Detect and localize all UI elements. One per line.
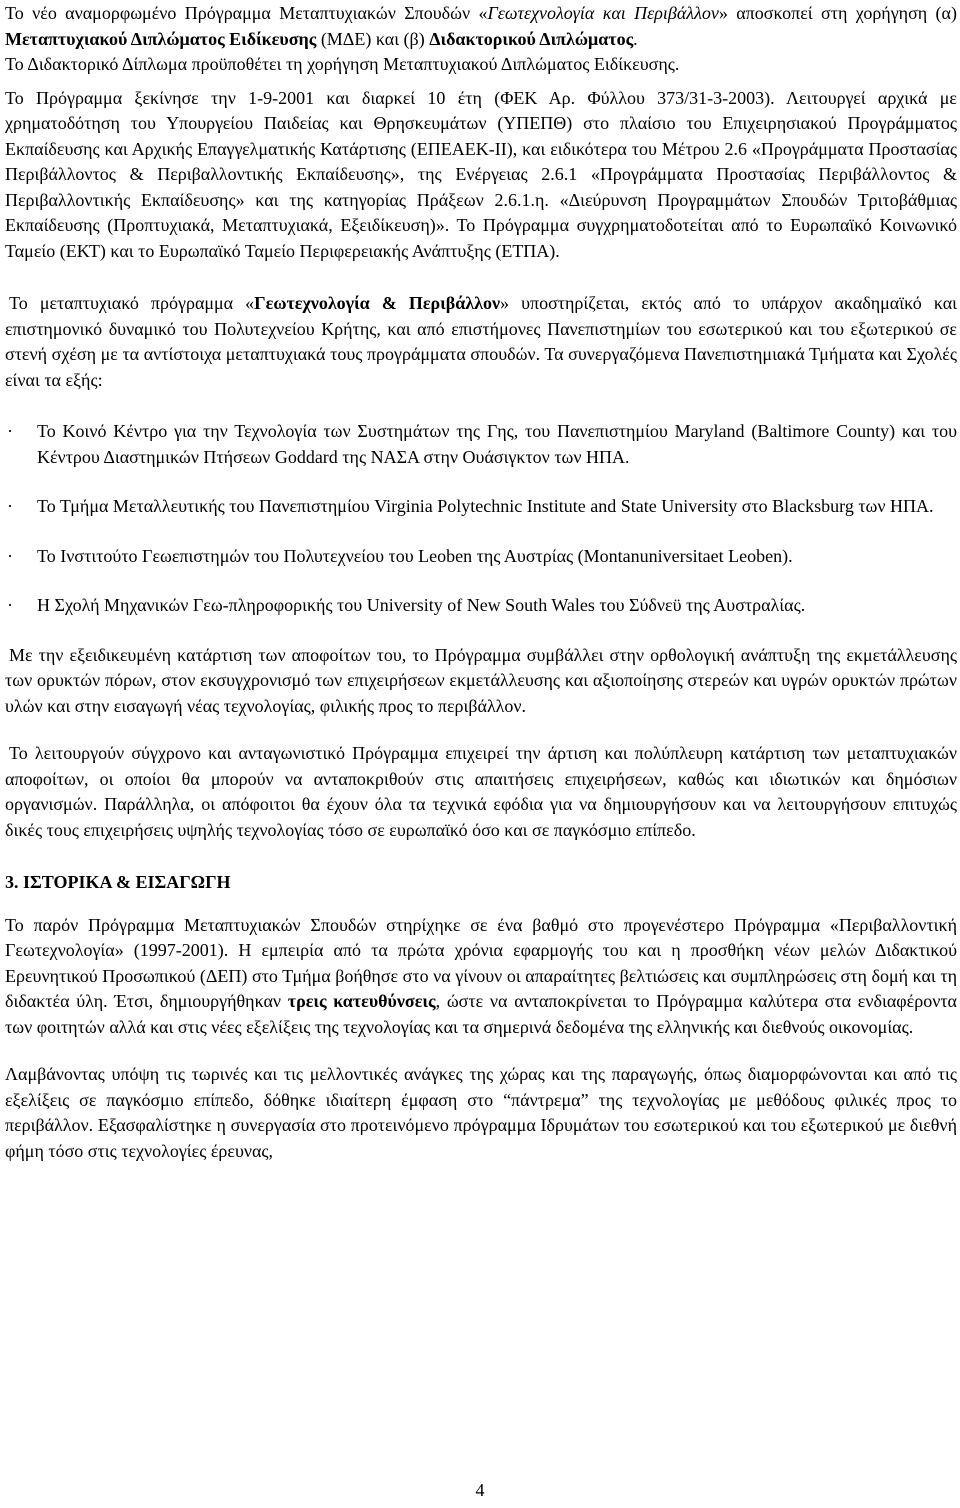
doctoral-degree-bold: Διδακτορικού Διπλώματος (429, 28, 634, 49)
program-title-italic: Γεωτεχνολογία και Περιβάλλον (487, 3, 719, 23)
future-needs-paragraph: Λαμβάνοντας υπόψη τις τωρινές και τις μελλοντικές ανάγκες της χώρας και της παραγωγής, όπως διαμορφώνονται και από τις εξελίξεις σε παγκόσμιο επίπεδο, δόθηκε ιδιαίτερη έμφαση στο “πάντρεμα” της τεχνολογίας με μεθόδους φιλικές προς το περιβάλλον. Εξασφαλίστηκε η συνεργασία στο προτεινόμενο πρόγραμμα Ιδρυμάτων του εσωτερικού και του εξωτερικού με διεθνή φήμη τόσο στις τεχνολογίες έρευνας, (5, 1064, 957, 1161)
section-heading: 3. ΙΣΤΟΡΙΚΑ & ΕΙΣΑΓΩΓΗ (5, 872, 231, 892)
bullet-marker: · (7, 595, 13, 615)
page-number: 4 (475, 1480, 485, 1500)
partner-institutions-list (5, 419, 957, 619)
doctoral-prerequisite-line: Το Διδακτορικό Δίπλωμα προϋποθέτει τη χορήγηση Μεταπτυχιακού Διπλώματος Ειδίκευσης. (5, 54, 680, 74)
program-name-bold: Γεωτεχνολογία & Περιβάλλον (254, 293, 500, 313)
history-paragraph: Το παρόν Πρόγραμμα Μεταπτυχιακών Σπουδών στηρίχηκε σε ένα βαθμό στο προγενέστερο Πρόγραμμα «Περιβαλλοντική Γεωτεχνολογία» (1997-2001). Η εμπειρία από τα πρώτα χρόνια εφαρμογής του και η προσθήκη νέων μελών Διδακτικού Ερευνητικού Προσωπικού (ΔΕΠ) στο Τμήμα βοήθησε στο να γίνουν οι απαραίτητες βελτιώσεις και συμπληρώσεις στη δομή και τη διδακτέα ύλη. Έτσι, δημιουργήθηκαν τρεις κατευθύνσεις, ώστε να ανταποκρίνεται το Πρόγραμμα καλύτερα στα ενδιαφέροντα των φοιτητών αλλά και στις νέες εξελίξεις της τεχνολογίας και τα σημερινά δεδομένα της ελληνικής και διεθνούς οικονομίας. (5, 914, 957, 1037)
list-item: · Το Κοινό Κέντρο για την Τεχνολογία των Συστημάτων της Γης, του Πανεπιστημίου Maryland (Baltimore County) και του Κέντρου Διαστημικών Πτήσεων Goddard της ΝΑΣΑ στην Ουάσιγκτον των ΗΠΑ. (7, 421, 957, 467)
list-item: · Η Σχολή Μηχανικών Γεω-πληροφορικής του University of New South Wales του Σύδνεϋ της Αυστραλίας. (5, 593, 957, 619)
competitiveness-paragraph: Το λειτουργούν σύγχρονο και ανταγωνιστικό Πρόγραμμα επιχειρεί την άρτιση και πολύπλευρη κατάρτιση των μεταπτυχιακών αποφοίτων, οι οποίοι θα μπορούν να ανταποκριθούν στις απαιτήσεις επιχειρήσεων, καθώς και ιδιωτικών και δημόσιων οργανισμών. Παράλληλα, οι απόφοιτοι θα έχουν όλα τα τεχνικά εφόδια για να δημιουργήσουν και να λειτουργήσουν επιτυχώς δικές τους επιχειρήσεις υψηλής τεχνολογίας τόσο σε ευρωπαϊκό όσο και σε παγκόσμιο επίπεδο. (5, 743, 957, 840)
partners-intro-paragraph: Το μεταπτυχιακό πρόγραμμα «Γεωτεχνολογία & Περιβάλλον» υποστηρίζεται, εκτός από το υπάρχον ακαδημαϊκό και επιστημονικό δυναμικό του Πολυτεχνείου Κρήτης, και από επιστήμονες Πανεπιστημίων του εσωτερικού και του εξωτερικού σε στενή σχέση με τα αντίστοιχα μεταπτυχιακά τους προγράμματα σπουδών. Τα συνεργαζόμενα Πανεπιστημιακά Τμήματα και Σχολές είναι τα εξής: (5, 293, 957, 390)
bullet-marker: · (7, 545, 13, 566)
document-page (5, 1, 957, 1164)
bullet-marker: · (7, 496, 13, 516)
three-directions-bold: τρεις κατευθύνσεις (287, 991, 436, 1011)
intro-paragraph: Το νέο αναμορφωμένο Πρόγραμμα Μεταπτυχιακών Σπουδών «Γεωτεχνολογία και Περιβάλλον» αποσκοπεί στη χορήγηση (α) Μεταπτυχιακού Διπλώματος Ειδίκευσης (ΜΔΕ) και (β) Διδακτορικού Διπλώματος. Το Διδακτορικό Δίπλωμα προϋποθέτει τη χορήγηση Μεταπτυχιακού Διπλώματος Ειδίκευσης. (5, 3, 957, 74)
bullet-marker: · (7, 421, 13, 441)
list-item: · Το Ινστιτούτο Γεωεπιστημών του Πολυτεχνείου του Leoben της Αυστρίας (Montanuniversitaet Leoben). (5, 544, 957, 570)
masters-degree-bold: Μεταπτυχιακού Διπλώματος Ειδίκευσης (5, 28, 317, 49)
program-funding-paragraph: Το Πρόγραμμα ξεκίνησε την 1-9-2001 και διαρκεί 10 έτη (ΦΕΚ Αρ. Φύλλου 373/31-3-2003). Λειτουργεί αρχικά με χρηματοδότηση του Υπουργείου Παιδείας και Θρησκευμάτων (ΥΠΕΠΘ) στο πλαίσιο του Επιχειρησιακού Προγράμματος Εκπαίδευσης και Αρχικής Επαγγελματικής Κατάρτισης (ΕΠΕΑΕΚ-ΙΙ), και ειδικότερα του Μέτρου 2.6 «Προγράμματα Προστασίας Περιβάλλοντος & Περιβαλλοντικής Εκπαίδευσης», της Ενέργειας 2.6.1 «Προγράμματα Προστασίας Περιβάλλοντος & Περιβαλλοντικής Εκπαίδευσης» και της κατηγορίας Πράξεων 2.6.1.η. «Διεύρυνση Προγραμμάτων Σπουδών Τριτοβάθμιας Εκπαίδευσης (Προπτυχιακά, Μεταπτυχιακά, Εξειδίκευση)». Το Πρόγραμμα συγχρηματοδοτείται από το Ευρωπαϊκό Κοινωνικό Ταμείο (ΕΚΤ) και το Ευρωπαϊκό Ταμείο Περιφερειακής Ανάπτυξης (ΕΤΠΑ). (5, 87, 957, 261)
list-item: · Το Τμήμα Μεταλλευτικής του Πανεπιστημίου Virginia Polytechnic Institute and State University στο Blacksburg των ΗΠΑ. (5, 494, 957, 520)
graduates-contribution-paragraph: Με την εξειδικευμένη κατάρτιση των αποφοίτων του, το Πρόγραμμα συμβάλλει στην ορθολογική ανάπτυξη της εκμετάλλευσης των ορυκτών πόρων, στον εκσυγχρονισμό των επιχειρήσεων εκμετάλλευσης και αξιοποίησης στερεών και υγρών ορυκτών πρώτων υλών και στην εισαγωγή νέας τεχνολογίας, φιλικής προς το περιβάλλον. (5, 644, 957, 716)
